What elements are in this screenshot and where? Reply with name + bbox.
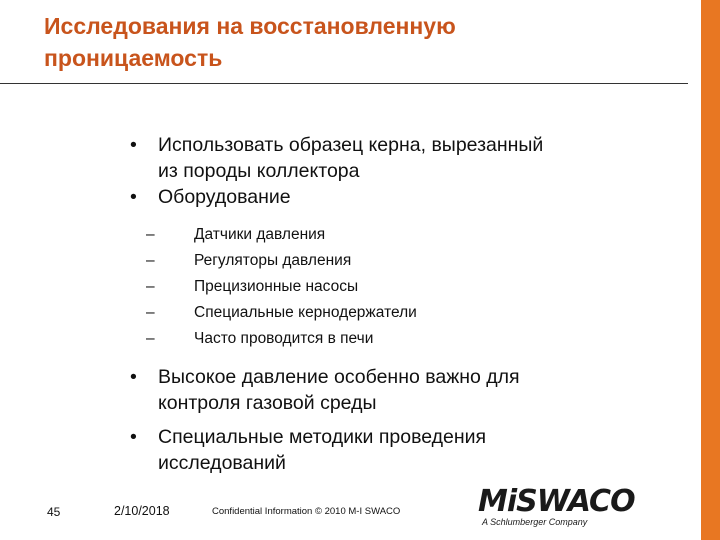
bullet-item: [124, 184, 684, 210]
logo-tagline: A Schlumberger Company: [482, 517, 588, 527]
bullet-text: Высокое давление особенно важно для: [158, 366, 520, 388]
sub-item-text: Прецизионные насосы: [194, 278, 359, 295]
page-number: 45: [47, 505, 61, 519]
dash-icon: –: [146, 278, 155, 295]
slide-body: [124, 132, 684, 476]
sub-item-text: Датчики давления: [194, 226, 326, 243]
bullet-text: Специальные методики проведения: [158, 426, 487, 448]
slide-title-line-1: Исследования на восстановленную: [44, 13, 456, 39]
bullet-text: исследований: [158, 452, 286, 474]
sub-list-item: [124, 248, 684, 274]
slide-title-line-2: проницаемость: [44, 45, 223, 71]
bullet-item: [124, 364, 684, 416]
confidential-notice: Confidential Information © 2010 M-I SWACO: [212, 506, 401, 517]
sub-list-item: [124, 326, 684, 352]
slide-title: [44, 10, 664, 74]
bullet-text: из породы коллектора: [158, 160, 360, 182]
company-logo: [478, 484, 635, 530]
sub-item-text: Часто проводится в печи: [194, 330, 374, 347]
sub-list-item: [124, 274, 684, 300]
dash-icon: –: [146, 252, 155, 269]
sub-list: [124, 222, 684, 352]
footer-date: 2/10/2018: [114, 504, 170, 518]
dash-icon: –: [146, 226, 155, 243]
bullet-item: [124, 132, 684, 184]
bullet-icon: •: [130, 186, 137, 208]
sub-list-item: [124, 300, 684, 326]
sub-list-item: [124, 222, 684, 248]
bullet-item: [124, 424, 684, 476]
bullet-text: Использовать образец керна, вырезанный: [158, 134, 544, 156]
bullet-text: Оборудование: [158, 186, 291, 208]
bullet-icon: •: [130, 134, 137, 156]
dash-icon: –: [146, 330, 155, 347]
bullet-icon: •: [130, 426, 137, 448]
title-divider: [0, 83, 688, 84]
sub-item-text: Специальные кернодержатели: [194, 304, 417, 321]
sub-item-text: Регуляторы давления: [194, 252, 352, 269]
dash-icon: –: [146, 304, 155, 321]
logo-wordmark: MiSWACO: [478, 484, 635, 519]
bullet-text: контроля газовой среды: [158, 392, 377, 414]
accent-bar: [701, 0, 720, 540]
bullet-icon: •: [130, 366, 137, 388]
